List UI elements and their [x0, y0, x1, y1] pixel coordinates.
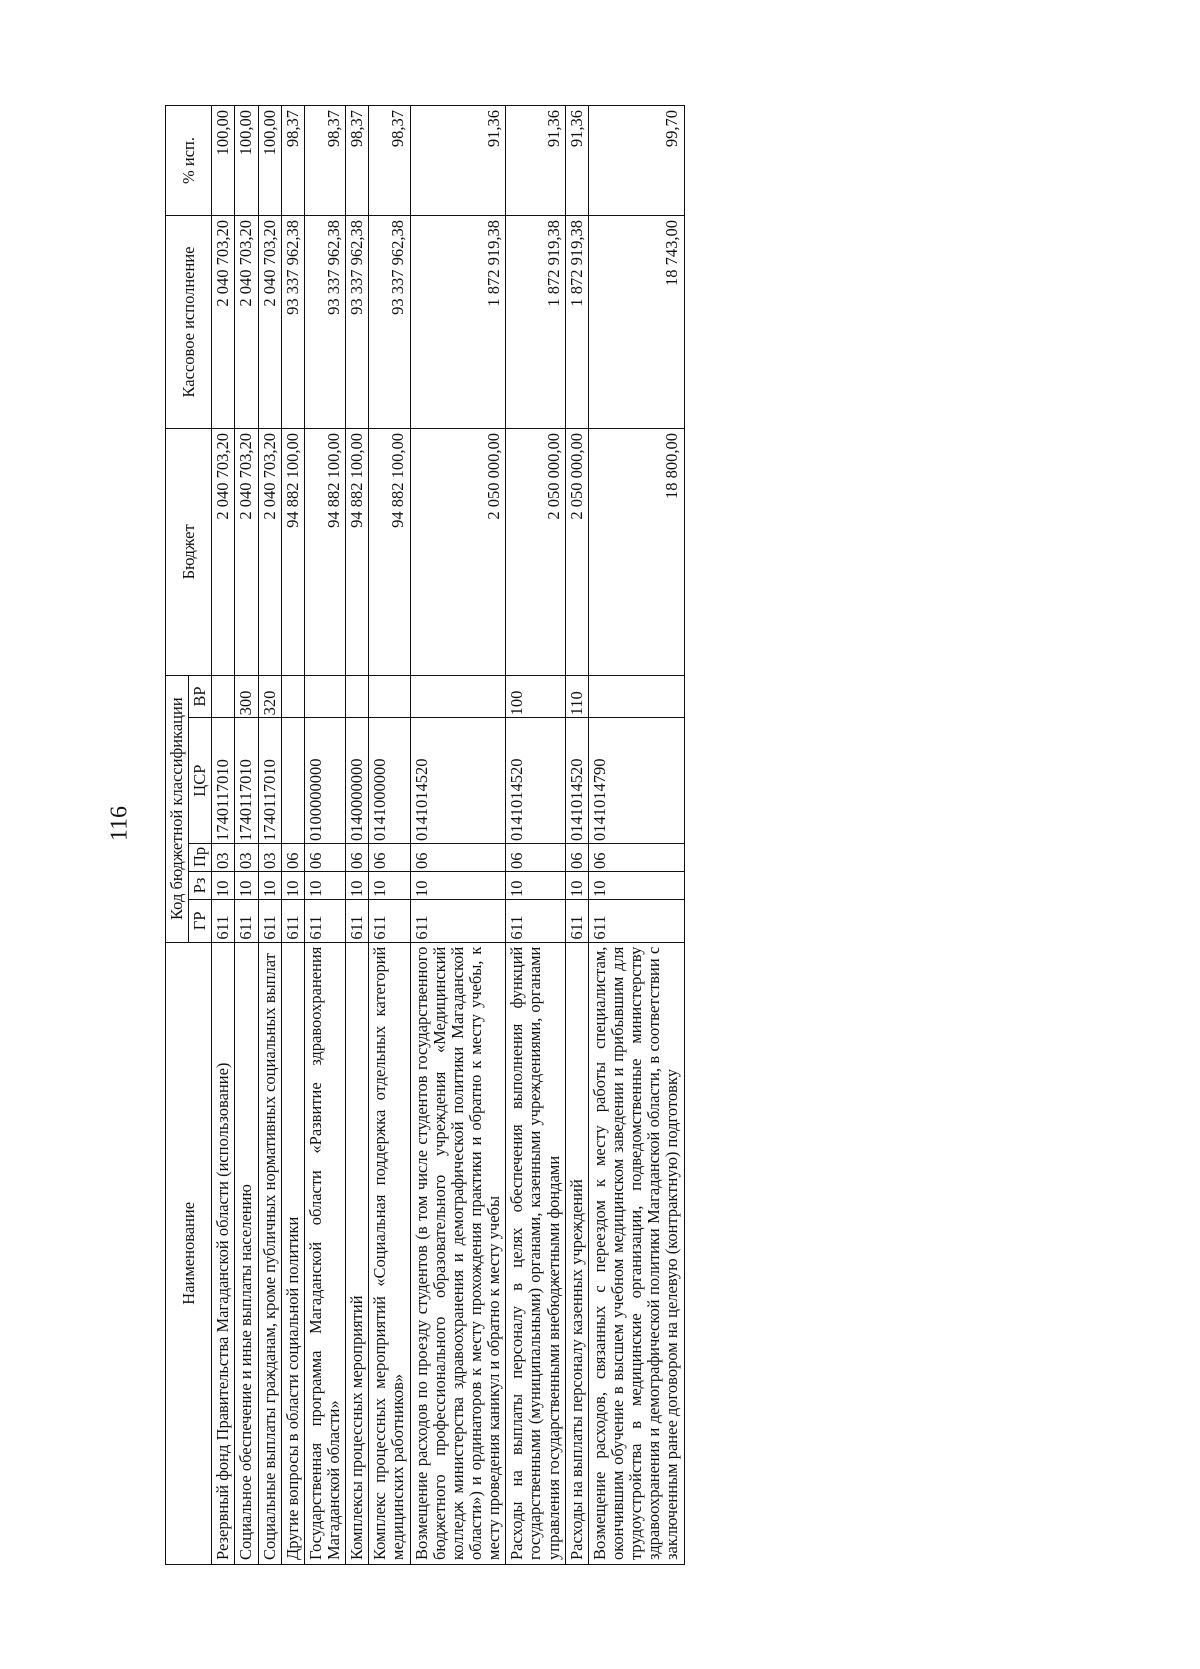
row-pct: 98,37	[346, 106, 369, 216]
header-cash: Кассовое исполнение	[166, 215, 212, 428]
row-pr: 06	[588, 843, 684, 871]
row-budget: 18 800,00	[588, 429, 684, 676]
header-vr: ВР	[189, 675, 212, 718]
table-row	[410, 106, 506, 1565]
row-vr: 300	[235, 675, 258, 718]
row-vr: 100	[506, 675, 565, 718]
row-name: Резервный фонд Правительства Магаданской области (использование)	[212, 942, 235, 1564]
row-rz: 10	[369, 871, 410, 899]
row-pct: 98,37	[281, 106, 304, 216]
row-gr: 611	[369, 900, 410, 943]
row-vr	[281, 675, 304, 718]
header-name: Наименование	[166, 942, 212, 1564]
row-pr: 06	[304, 843, 345, 871]
row-budget: 2 040 703,20	[212, 429, 235, 676]
row-budget: 94 882 100,00	[346, 429, 369, 676]
row-budget: 94 882 100,00	[304, 429, 345, 676]
row-pr: 06	[565, 843, 588, 871]
row-budget: 2 050 000,00	[410, 429, 506, 676]
row-cash: 1 872 919,38	[565, 215, 588, 428]
header-rz: Рз	[189, 871, 212, 899]
row-rz: 10	[258, 871, 281, 899]
row-gr: 611	[410, 900, 506, 943]
rotated-table-container	[165, 105, 905, 1565]
row-name: Социальное обеспечение и иные выплаты населению	[235, 942, 258, 1564]
row-rz: 10	[235, 871, 258, 899]
header-pr: Пр	[189, 843, 212, 871]
table-row	[258, 106, 281, 1565]
row-rz: 10	[212, 871, 235, 899]
budget-table	[165, 105, 685, 1565]
row-vr	[369, 675, 410, 718]
row-name: Другие вопросы в области социальной политики	[281, 942, 304, 1564]
row-name: Комплексы процессных мероприятий	[346, 942, 369, 1564]
row-cash: 1 872 919,38	[410, 215, 506, 428]
header-pct: % исп.	[166, 106, 212, 216]
row-gr: 611	[235, 900, 258, 943]
row-pct: 91,36	[565, 106, 588, 216]
row-gr: 611	[506, 900, 565, 943]
header-code-group: Код бюджетной классификации	[166, 675, 189, 942]
row-vr	[410, 675, 506, 718]
row-cash: 2 040 703,20	[235, 215, 258, 428]
row-cash: 93 337 962,38	[281, 215, 304, 428]
header-row-1	[166, 106, 189, 1565]
row-gr: 611	[258, 900, 281, 943]
row-budget: 2 050 000,00	[506, 429, 565, 676]
row-rz: 10	[304, 871, 345, 899]
row-gr: 611	[281, 900, 304, 943]
table-row	[346, 106, 369, 1565]
row-csr: 0141014790	[588, 718, 684, 844]
row-gr: 611	[565, 900, 588, 943]
row-vr	[212, 675, 235, 718]
row-name: Расходы на выплаты персоналу казенных учреждений	[565, 942, 588, 1564]
header-budget: Бюджет	[166, 429, 212, 676]
row-pr: 03	[235, 843, 258, 871]
row-rz: 10	[410, 871, 506, 899]
row-csr: 0141014520	[565, 718, 588, 844]
row-vr	[304, 675, 345, 718]
row-vr	[346, 675, 369, 718]
row-budget: 2 040 703,20	[258, 429, 281, 676]
row-pr: 06	[506, 843, 565, 871]
row-rz: 10	[281, 871, 304, 899]
row-budget: 2 040 703,20	[235, 429, 258, 676]
row-cash: 1 872 919,38	[506, 215, 565, 428]
row-pct: 98,37	[369, 106, 410, 216]
row-budget: 94 882 100,00	[281, 429, 304, 676]
row-csr	[281, 718, 304, 844]
row-csr: 0141000000	[369, 718, 410, 844]
table-row	[281, 106, 304, 1565]
row-pr: 06	[346, 843, 369, 871]
row-budget: 94 882 100,00	[369, 429, 410, 676]
row-cash: 93 337 962,38	[304, 215, 345, 428]
row-rz: 10	[346, 871, 369, 899]
row-cash: 2 040 703,20	[212, 215, 235, 428]
row-pct: 100,00	[212, 106, 235, 216]
row-rz: 10	[588, 871, 684, 899]
row-name: Возмещение расходов, связанных с переездом к месту работы специалистам, окончившим обучение в высшем учебном медицинском заведении и прибывшим для трудоустройства в медицинские организации, подведомственные министерству здравоохранения и демографической политики Магаданской области, в соответствии с заключенным ранее договором на целевую (контрактную) подготовку	[588, 942, 684, 1564]
row-vr	[588, 675, 684, 718]
row-csr: 1740117010	[235, 718, 258, 844]
table-row	[212, 106, 235, 1565]
row-cash: 93 337 962,38	[369, 215, 410, 428]
table-row	[304, 106, 345, 1565]
table-row	[369, 106, 410, 1565]
row-pct: 100,00	[258, 106, 281, 216]
row-name: Возмещение расходов по проезду студентов (в том числе студентов государственного бюджетного профессионального образовательного учреждения «Медицинский колледж министерства здравоохранения и демографической политики Магаданской области») и ординаторов к месту прохождения практики и обратно к месту учебы, к месту проведения каникул и обратно к месту учебы	[410, 942, 506, 1564]
table-row	[235, 106, 258, 1565]
row-gr: 611	[346, 900, 369, 943]
row-name: Социальные выплаты гражданам, кроме публичных нормативных социальных выплат	[258, 942, 281, 1564]
row-cash: 18 743,00	[588, 215, 684, 428]
row-csr: 1740117010	[258, 718, 281, 844]
row-pct: 98,37	[304, 106, 345, 216]
row-csr: 0100000000	[304, 718, 345, 844]
row-vr: 110	[565, 675, 588, 718]
page-number: 116	[106, 805, 133, 842]
table-row	[588, 106, 684, 1565]
row-name: Расходы на выплаты персоналу в целях обеспечения выполнения функций государственными (муниципальными) органами, казенными учреждениями, органами управления государственными внебюджетными фондами	[506, 942, 565, 1564]
row-csr: 0141014520	[410, 718, 506, 844]
row-csr: 1740117010	[212, 718, 235, 844]
row-budget: 2 050 000,00	[565, 429, 588, 676]
row-pct: 100,00	[235, 106, 258, 216]
row-name: Комплекс процессных мероприятий «Социальная поддержка отдельных категорий медицинских работников»	[369, 942, 410, 1564]
row-rz: 10	[506, 871, 565, 899]
row-pr: 03	[212, 843, 235, 871]
header-gr: ГР	[189, 900, 212, 943]
row-pr: 03	[258, 843, 281, 871]
row-pct: 99,70	[588, 106, 684, 216]
row-vr: 320	[258, 675, 281, 718]
row-pct: 91,36	[506, 106, 565, 216]
row-rz: 10	[565, 871, 588, 899]
row-pct: 91,36	[410, 106, 506, 216]
table-row	[506, 106, 565, 1565]
row-cash: 2 040 703,20	[258, 215, 281, 428]
row-csr: 0141014520	[506, 718, 565, 844]
row-pr: 06	[410, 843, 506, 871]
row-csr: 0140000000	[346, 718, 369, 844]
header-csr: ЦСР	[189, 718, 212, 844]
row-cash: 93 337 962,38	[346, 215, 369, 428]
table-row	[565, 106, 588, 1565]
row-pr: 06	[281, 843, 304, 871]
row-gr: 611	[212, 900, 235, 943]
row-name: Государственная программа Магаданской области «Развитие здравоохранения Магаданской области»	[304, 942, 345, 1564]
row-pr: 06	[369, 843, 410, 871]
row-gr: 611	[304, 900, 345, 943]
row-gr: 611	[588, 900, 684, 943]
